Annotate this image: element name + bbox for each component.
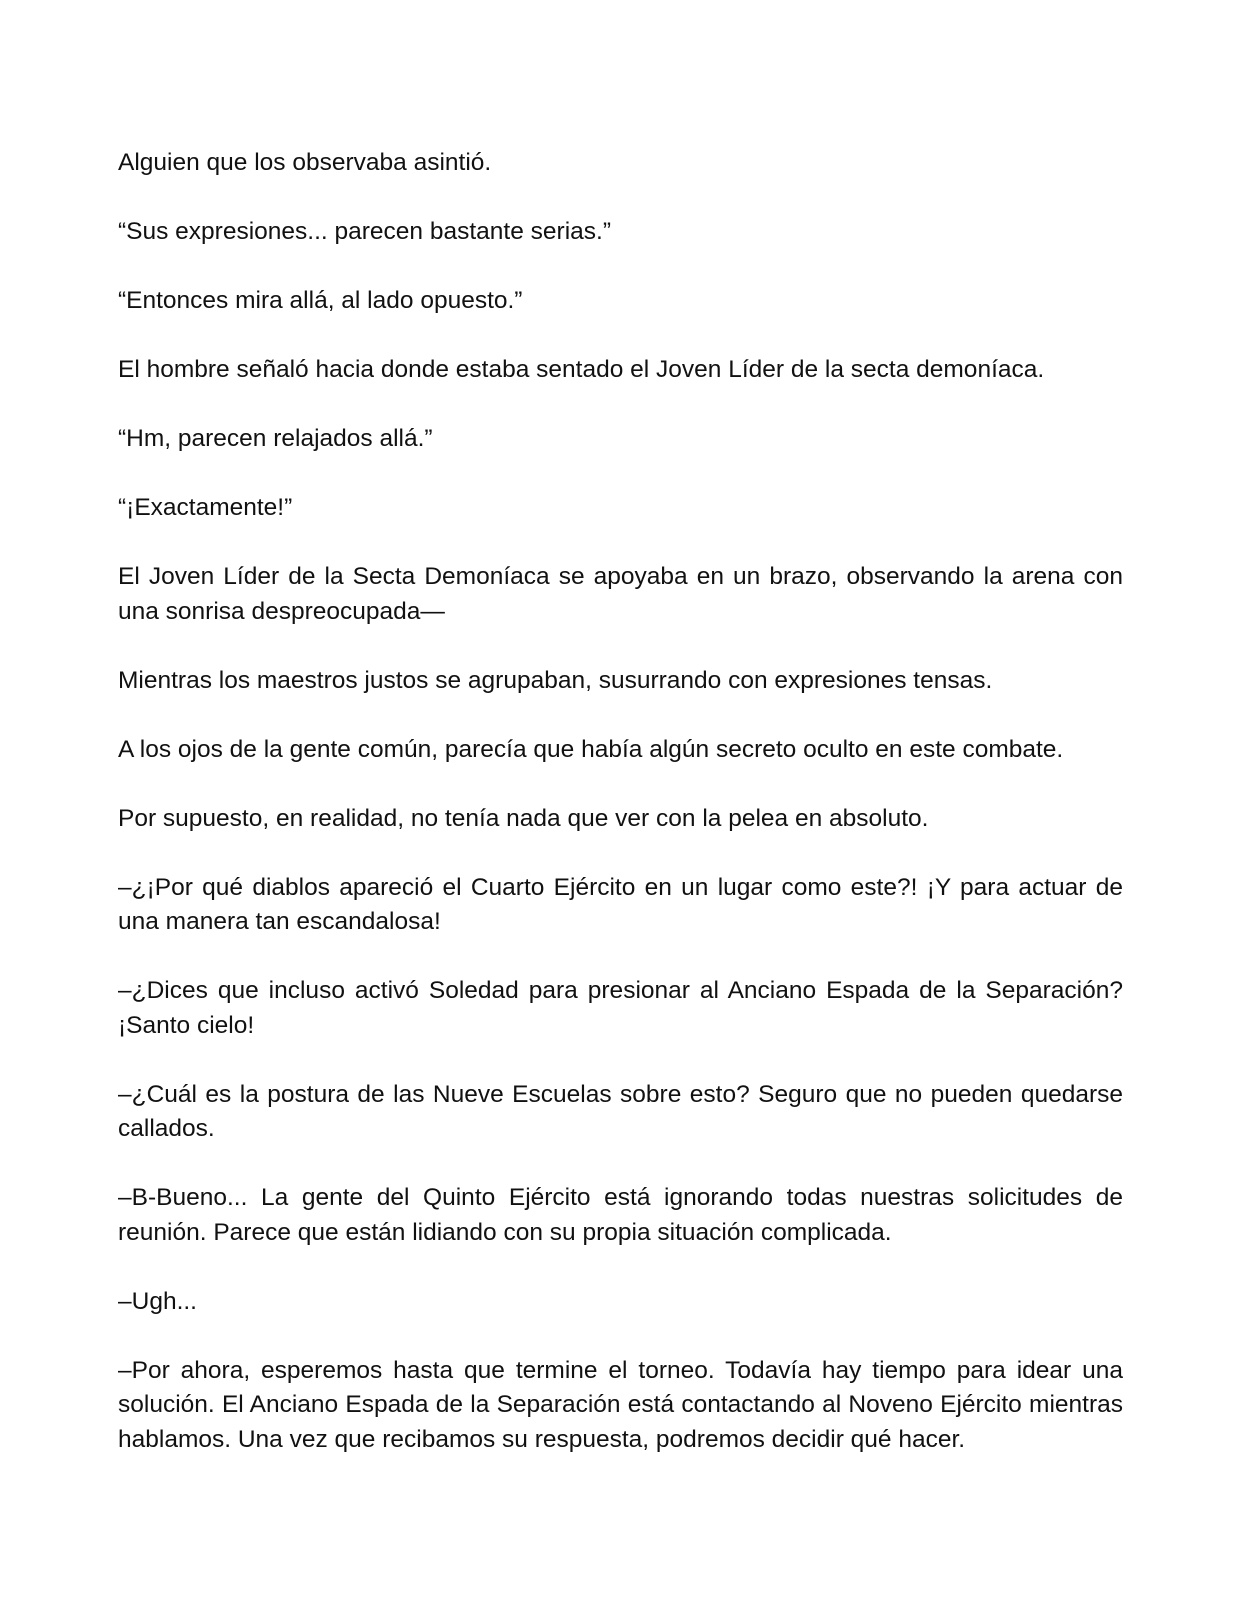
paragraph: El hombre señaló hacia donde estaba sentado el Joven Líder de la secta demoníaca. (118, 356, 1045, 383)
paragraph: –¿Cuál es la postura de las Nueve Escuelas sobre esto? Seguro que no pueden quedarse callados. (118, 1080, 1123, 1142)
paragraph: –¿Dices que incluso activó Soledad para presionar al Anciano Espada de la Separación? ¡Santo cielo! (118, 977, 1123, 1039)
document-page (118, 146, 1123, 1492)
paragraph: “Hm, parecen relajados allá.” (118, 425, 433, 452)
paragraph: Alguien que los observaba asintió. (118, 149, 492, 176)
paragraph: –Ugh... (118, 1287, 197, 1315)
paragraph: “Entonces mira allá, al lado opuesto.” (118, 287, 523, 314)
paragraph: Mientras los maestros justos se agrupaban, susurrando con expresiones tensas. (118, 666, 993, 694)
paragraph: A los ojos de la gente común, parecía que había algún secreto oculto en este combate. (118, 735, 1064, 763)
paragraph: –B-Bueno... La gente del Quinto Ejército está ignorando todas nuestras solicitudes de reunión. Parece que están lidiando con su propia situación complicada. (118, 1184, 1123, 1246)
paragraph: –Por ahora, esperemos hasta que termine el torneo. Todavía hay tiempo para idear una solución. El Anciano Espada de la Separación está contactando al Noveno Ejército mientras hablamos. Una vez que recibamos su respuesta, podremos decidir qué hacer. (118, 1356, 1123, 1453)
paragraph: Por supuesto, en realidad, no tenía nada que ver con la pelea en absoluto. (118, 804, 929, 832)
paragraph: “Sus expresiones... parecen bastante serias.” (118, 218, 611, 245)
paragraph: “¡Exactamente!” (118, 494, 293, 521)
paragraph: El Joven Líder de la Secta Demoníaca se apoyaba en un brazo, observando la arena con una sonrisa despreocupada— (118, 563, 1123, 625)
paragraph: –¿¡Por qué diablos apareció el Cuarto Ejército en un lugar como este?! ¡Y para actuar de una manera tan escandalosa! (118, 873, 1123, 935)
